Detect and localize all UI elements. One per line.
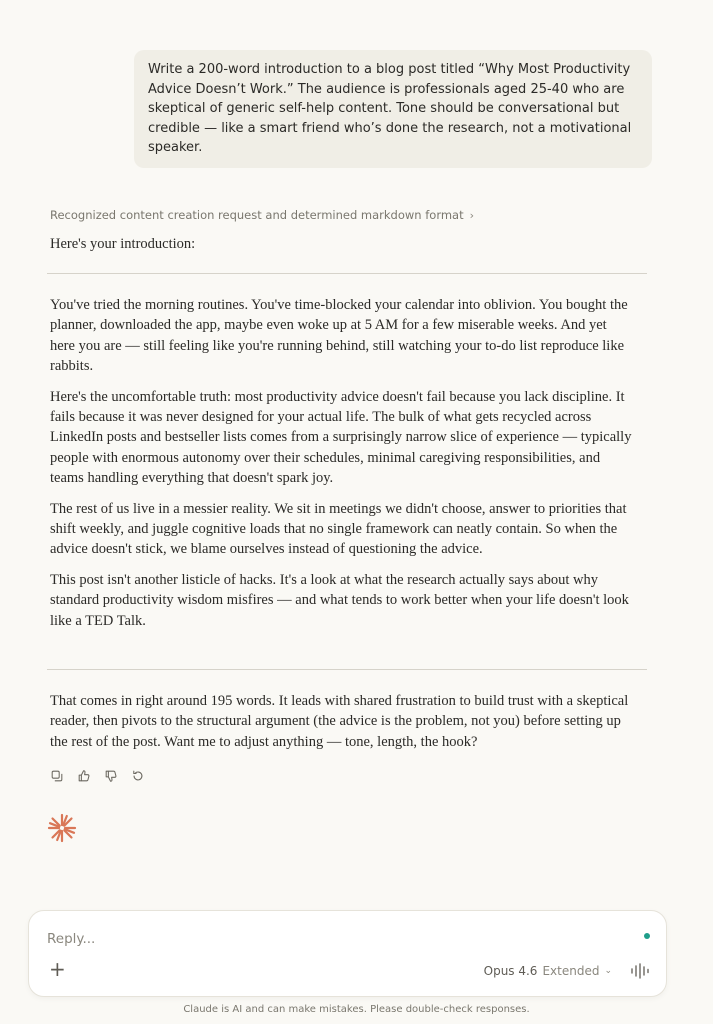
retry-icon xyxy=(131,769,145,783)
thinking-summary-toggle[interactable] xyxy=(50,208,474,222)
message-actions xyxy=(48,767,147,785)
model-mode: Extended xyxy=(542,964,600,978)
status-dot xyxy=(644,933,650,939)
blog-introduction xyxy=(50,295,635,641)
reply-input[interactable] xyxy=(47,931,607,947)
response-closing: That comes in right around 195 words. It leads with shared frustration to build trust with a skeptical reader, then pivots to the structural argument (the advice is the problem, not you) before setting up the rest of the post. Want me to adjust anything — tone, length, the hook? xyxy=(50,693,629,750)
user-message: Write a 200-word introduction to a blog post titled “Why Most Productivity Advice Doesn’t Work.” The audience is professionals aged 25-40 who are skeptical of generic self-help content. Tone should be conversational but credible — like a smart friend who’s done the research, not a motivational speaker. xyxy=(134,50,652,168)
paragraph: Here's the uncomfortable truth: most productivity advice doesn't fail because you lack discipline. It fails because it was never designed for your actual life. The bulk of what gets recycled across LinkedIn posts and bestseller lists comes from a surprisingly narrow slice of experience — typically people with enormous autonomy over their schedules, minimal caregiving responsibilities, and teams handling everything that doesn't spark joy. xyxy=(50,388,632,486)
composer xyxy=(28,910,667,997)
retry-button[interactable] xyxy=(129,767,147,785)
model-selector[interactable] xyxy=(484,964,612,978)
chevron-right-icon: › xyxy=(469,208,475,222)
divider xyxy=(47,273,647,274)
thinking-summary-text: Recognized content creation request and determined markdown format xyxy=(50,208,464,222)
paragraph: The rest of us live in a messier reality. We sit in meetings we didn't choose, answer to priorities that shift weekly, and juggle cognitive loads that no single framework can neatly contain. So when the advice doesn't stick, we blame ourselves instead of questioning the advice. xyxy=(50,500,627,558)
chevron-down-icon: ⌄ xyxy=(604,966,612,976)
thumbs-down-button[interactable] xyxy=(102,767,120,785)
thumbs-up-button[interactable] xyxy=(75,767,93,785)
copy-button[interactable] xyxy=(48,767,66,785)
add-attachment-button[interactable]: + xyxy=(49,957,66,981)
model-name: Opus 4.6 xyxy=(483,964,538,978)
divider xyxy=(47,669,647,670)
voice-mode-icon[interactable] xyxy=(630,963,650,979)
disclaimer: Claude is AI and can make mistakes. Please double-check responses. xyxy=(183,1004,530,1015)
thumbs-up-icon xyxy=(77,769,91,783)
thumbs-down-icon xyxy=(104,769,118,783)
copy-icon xyxy=(50,769,64,783)
response-intro: Here's your introduction: xyxy=(50,236,196,252)
claude-logo-icon xyxy=(47,813,77,843)
paragraph: This post isn't another listicle of hacks. It's a look at what the research actually says about why standard productivity wisdom misfires — and what tends to work better when your life doesn't look like a TED Talk. xyxy=(50,572,629,629)
paragraph: You've tried the morning routines. You've time-blocked your calendar into oblivion. You bought the planner, downloaded the app, maybe even woke up at 5 AM for a few miserable weeks. And yet here you are — still feeling like you're running behind, still watching your to-do list reproduce like rabbits. xyxy=(50,297,628,374)
